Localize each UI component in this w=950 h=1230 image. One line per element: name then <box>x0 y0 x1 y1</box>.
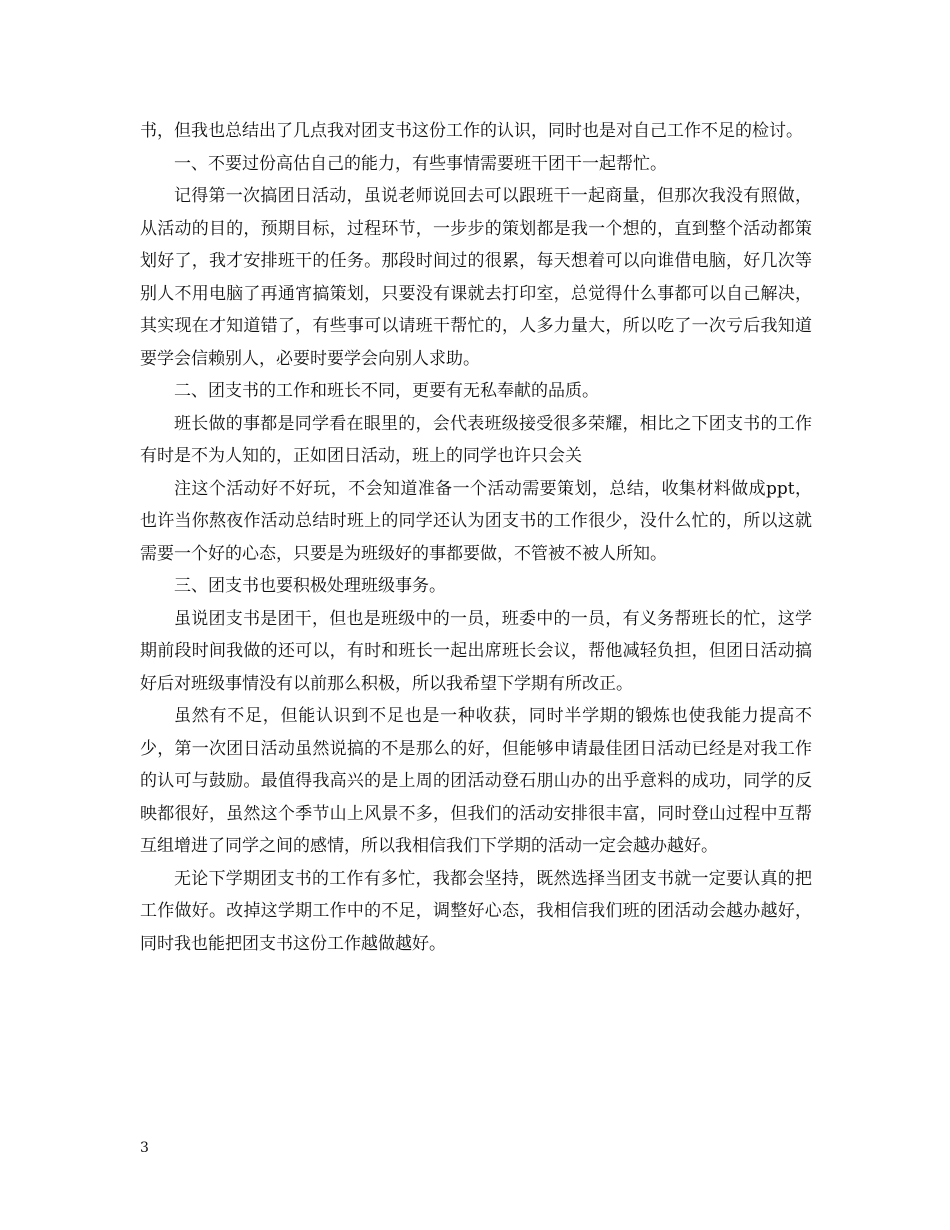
paragraph-1: 书，但我也总结出了几点我对团支书这份工作的认识，同时也是对自己工作不足的检讨。 <box>140 121 803 141</box>
paragraph-4: 二、团支书的工作和班长不同，更要有无私奉献的品质。 <box>174 381 599 401</box>
paragraph-3: 记得第一次搞团日活动，虽说老师说回去可以跟班干一起商量，但那次我没有照做，从活动的目的，预期目标，过程环节，一步步的策划都是我一个想的，直到整个活动都策划好了，我才安排班干的任务。那段时间过的很累，每天想着可以向谁借电脑，好几次等别人不用电脑了再通宵搞策划，只要没有课就去打印室，总觉得什么事都可以自己解决，其实现在才知道错了，有些事可以请班干帮忙的，人多力量大，所以吃了一次亏后我知道要学会信赖别人，必要时要学会向别人求助。 <box>140 186 812 369</box>
paragraph-7: 三、团支书也要积极处理班级事务。 <box>174 576 446 596</box>
page-number: 3 <box>140 1140 149 1156</box>
paragraph-2: 一、不要过份高估自己的能力，有些事情需要班干团干一起帮忙。 <box>174 153 667 174</box>
document-body <box>140 115 812 960</box>
paragraph-6: 注这个活动好不好玩，不会知道准备一个活动需要策划，总结，收集材料做成ppt，也许当你熬夜作活动总结时班上的同学还认为团支书的工作很少，没什么忙的，所以这就需要一个好的心态，只要是为班级好的事都要做，不管被不被人所知。 <box>140 478 812 564</box>
paragraph-8: 虽说团支书是团干，但也是班级中的一员，班委中的一员，有义务帮班长的忙，这学期前段时间我做的还可以，有时和班长一起出席班长会议，帮他减轻负担，但团日活动搞好后对班级事情没有以前那么积极，所以我希望下学期有所改正。 <box>140 608 812 694</box>
paragraph-5: 班长做的事都是同学看在眼里的，会代表班级接受很多荣耀，相比之下团支书的工作有时是不为人知的，正如团日活动，班上的同学也许只会关 <box>140 413 812 466</box>
paragraph-10: 无论下学期团支书的工作有多忙，我都会坚持，既然选择当团支书就一定要认真的把工作做好。改掉这学期工作中的不足，调整好心态，我相信我们班的团活动会越办越好，同时我也能把团支书这份工作越做越好。 <box>140 868 812 954</box>
paragraph-9: 虽然有不足，但能认识到不足也是一种收获，同时半学期的锻炼也使我能力提高不少，第一次团日活动虽然说搞的不是那么的好，但能够申请最佳团日活动已经是对我工作的认可与鼓励。最值得我高兴的是上周的团活动登石朋山办的出乎意料的成功，同学的反映都很好，虽然这个季节山上风景不多，但我们的活动安排很丰富，同时登山过程中互帮互组增进了同学之间的感情，所以我相信我们下学期的活动一定会越办越好。 <box>140 706 812 856</box>
